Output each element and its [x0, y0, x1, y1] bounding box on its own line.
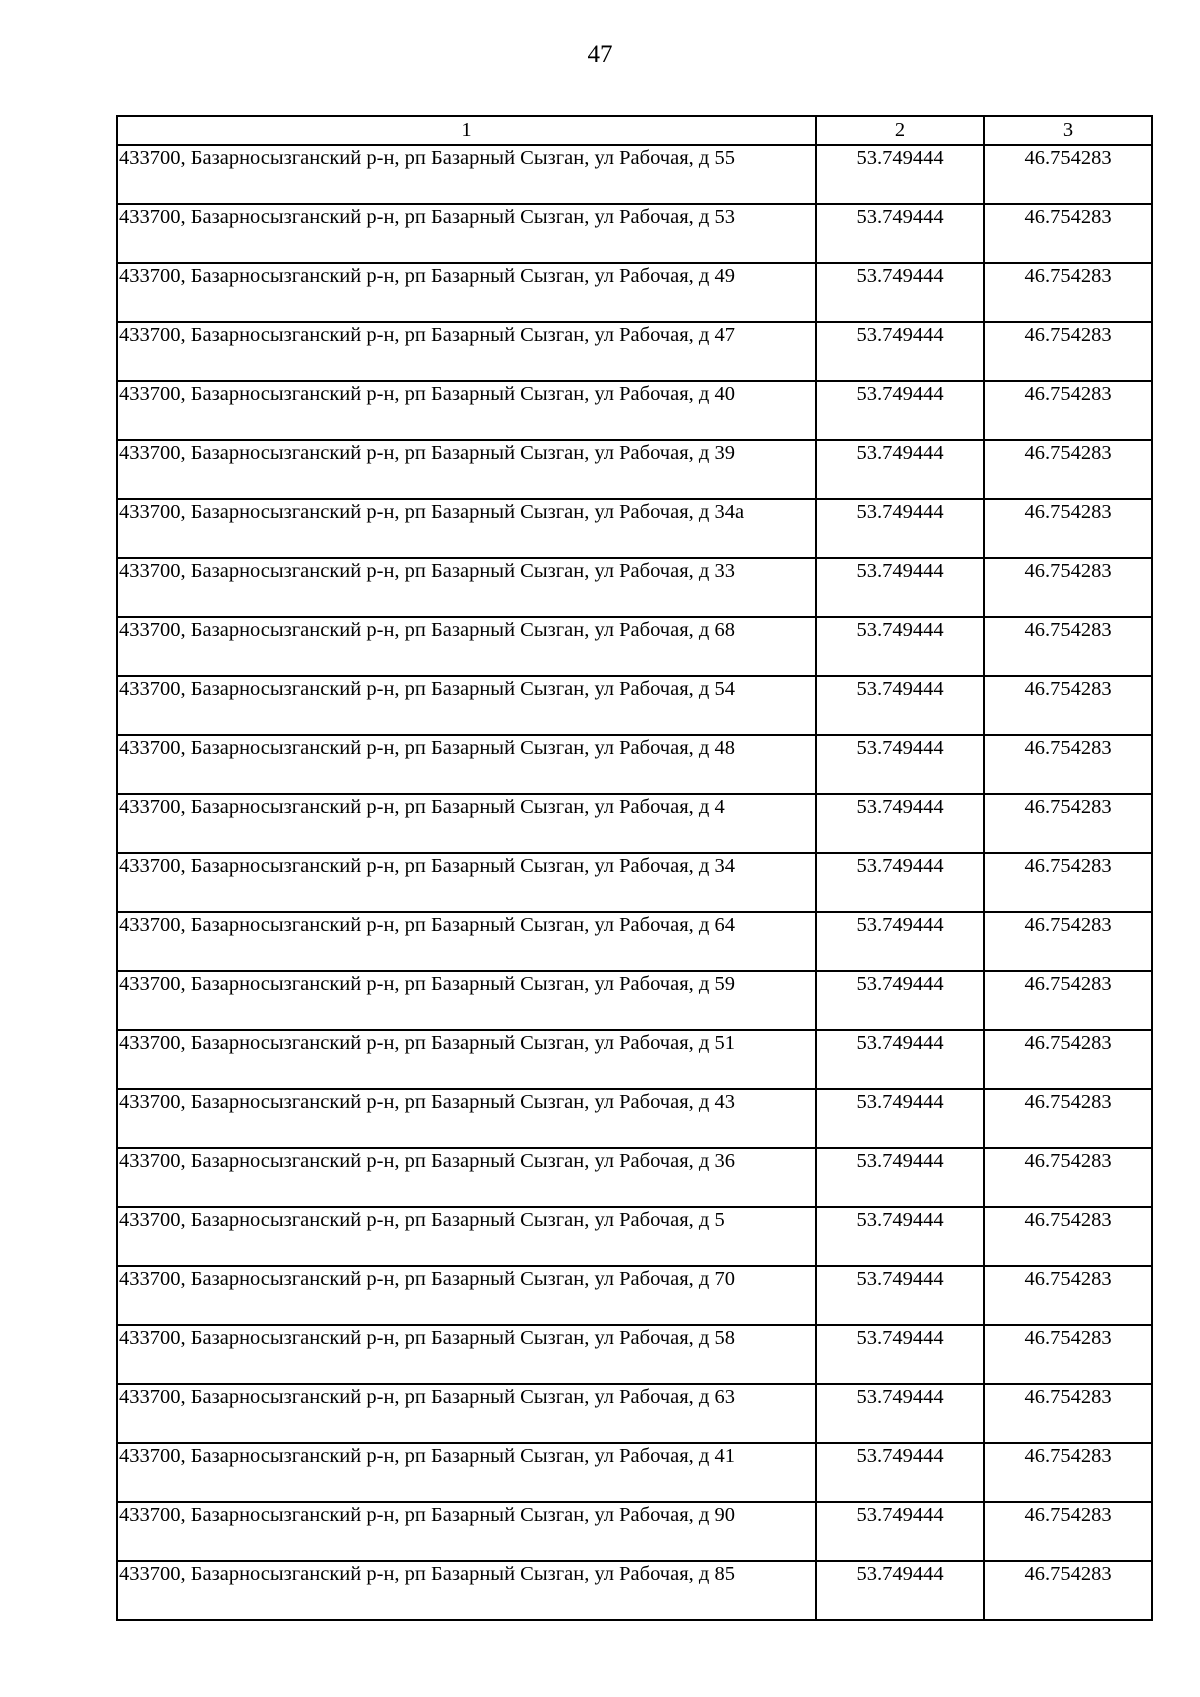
page-number: 47 [587, 41, 613, 68]
table-row [117, 1207, 1152, 1266]
table-body [117, 145, 1152, 1620]
longitude-cell: 46.754283 [984, 1089, 1152, 1148]
latitude-cell: 53.749444 [816, 1443, 984, 1502]
latitude-cell: 53.749444 [816, 145, 984, 204]
latitude-cell: 53.749444 [816, 1030, 984, 1089]
longitude-cell: 46.754283 [984, 1207, 1152, 1266]
address-cell: 433700, Базарносызганский р-н, рп Базарный Сызган, ул Рабочая, д 33 [117, 558, 816, 617]
table-row [117, 145, 1152, 204]
latitude-cell: 53.749444 [816, 676, 984, 735]
table-row [117, 499, 1152, 558]
address-cell: 433700, Базарносызганский р-н, рп Базарный Сызган, ул Рабочая, д 58 [117, 1325, 816, 1384]
address-cell: 433700, Базарносызганский р-н, рп Базарный Сызган, ул Рабочая, д 63 [117, 1384, 816, 1443]
header-col-2: 2 [816, 116, 984, 145]
address-cell: 433700, Базарносызганский р-н, рп Базарный Сызган, ул Рабочая, д 5 [117, 1207, 816, 1266]
latitude-cell: 53.749444 [816, 204, 984, 263]
address-cell: 433700, Базарносызганский р-н, рп Базарный Сызган, ул Рабочая, д 48 [117, 735, 816, 794]
address-cell: 433700, Базарносызганский р-н, рп Базарный Сызган, ул Рабочая, д 68 [117, 617, 816, 676]
address-cell: 433700, Базарносызганский р-н, рп Базарный Сызган, ул Рабочая, д 54 [117, 676, 816, 735]
address-cell: 433700, Базарносызганский р-н, рп Базарный Сызган, ул Рабочая, д 51 [117, 1030, 816, 1089]
longitude-cell: 46.754283 [984, 381, 1152, 440]
longitude-cell: 46.754283 [984, 558, 1152, 617]
table-row [117, 1148, 1152, 1207]
table-row [117, 381, 1152, 440]
address-cell: 433700, Базарносызганский р-н, рп Базарный Сызган, ул Рабочая, д 43 [117, 1089, 816, 1148]
longitude-cell: 46.754283 [984, 322, 1152, 381]
longitude-cell: 46.754283 [984, 794, 1152, 853]
table-row [117, 322, 1152, 381]
latitude-cell: 53.749444 [816, 617, 984, 676]
longitude-cell: 46.754283 [984, 1384, 1152, 1443]
header-col-3: 3 [984, 116, 1152, 145]
longitude-cell: 46.754283 [984, 1030, 1152, 1089]
latitude-cell: 53.749444 [816, 440, 984, 499]
table-row [117, 263, 1152, 322]
address-cell: 433700, Базарносызганский р-н, рп Базарный Сызган, ул Рабочая, д 55 [117, 145, 816, 204]
address-cell: 433700, Базарносызганский р-н, рп Базарный Сызган, ул Рабочая, д 59 [117, 971, 816, 1030]
longitude-cell: 46.754283 [984, 1443, 1152, 1502]
latitude-cell: 53.749444 [816, 853, 984, 912]
header-col-1: 1 [117, 116, 816, 145]
address-cell: 433700, Базарносызганский р-н, рп Базарный Сызган, ул Рабочая, д 4 [117, 794, 816, 853]
table-row [117, 1266, 1152, 1325]
address-cell: 433700, Базарносызганский р-н, рп Базарный Сызган, ул Рабочая, д 40 [117, 381, 816, 440]
latitude-cell: 53.749444 [816, 1089, 984, 1148]
table-row [117, 204, 1152, 263]
table-row [117, 912, 1152, 971]
address-cell: 433700, Базарносызганский р-н, рп Базарный Сызган, ул Рабочая, д 39 [117, 440, 816, 499]
address-cell: 433700, Базарносызганский р-н, рп Базарный Сызган, ул Рабочая, д 64 [117, 912, 816, 971]
longitude-cell: 46.754283 [984, 1561, 1152, 1620]
table-row [117, 853, 1152, 912]
address-cell: 433700, Базарносызганский р-н, рп Базарный Сызган, ул Рабочая, д 49 [117, 263, 816, 322]
longitude-cell: 46.754283 [984, 1502, 1152, 1561]
table-row [117, 1502, 1152, 1561]
address-cell: 433700, Базарносызганский р-н, рп Базарный Сызган, ул Рабочая, д 34 [117, 853, 816, 912]
latitude-cell: 53.749444 [816, 794, 984, 853]
latitude-cell: 53.749444 [816, 381, 984, 440]
latitude-cell: 53.749444 [816, 1384, 984, 1443]
header-row [117, 116, 1152, 145]
address-cell: 433700, Базарносызганский р-н, рп Базарный Сызган, ул Рабочая, д 85 [117, 1561, 816, 1620]
address-cell: 433700, Базарносызганский р-н, рп Базарный Сызган, ул Рабочая, д 36 [117, 1148, 816, 1207]
latitude-cell: 53.749444 [816, 1148, 984, 1207]
address-cell: 433700, Базарносызганский р-н, рп Базарный Сызган, ул Рабочая, д 53 [117, 204, 816, 263]
longitude-cell: 46.754283 [984, 853, 1152, 912]
longitude-cell: 46.754283 [984, 1325, 1152, 1384]
table-row [117, 1443, 1152, 1502]
address-cell: 433700, Базарносызганский р-н, рп Базарный Сызган, ул Рабочая, д 47 [117, 322, 816, 381]
table-row [117, 1089, 1152, 1148]
latitude-cell: 53.749444 [816, 322, 984, 381]
latitude-cell: 53.749444 [816, 1325, 984, 1384]
longitude-cell: 46.754283 [984, 145, 1152, 204]
latitude-cell: 53.749444 [816, 499, 984, 558]
latitude-cell: 53.749444 [816, 912, 984, 971]
latitude-cell: 53.749444 [816, 971, 984, 1030]
longitude-cell: 46.754283 [984, 1266, 1152, 1325]
table-row [117, 676, 1152, 735]
latitude-cell: 53.749444 [816, 1207, 984, 1266]
longitude-cell: 46.754283 [984, 735, 1152, 794]
longitude-cell: 46.754283 [984, 676, 1152, 735]
address-table [116, 115, 1153, 1621]
table-row [117, 1384, 1152, 1443]
longitude-cell: 46.754283 [984, 440, 1152, 499]
latitude-cell: 53.749444 [816, 735, 984, 794]
latitude-cell: 53.749444 [816, 263, 984, 322]
latitude-cell: 53.749444 [816, 1502, 984, 1561]
table-row [117, 794, 1152, 853]
longitude-cell: 46.754283 [984, 263, 1152, 322]
table-row [117, 1325, 1152, 1384]
latitude-cell: 53.749444 [816, 1266, 984, 1325]
longitude-cell: 46.754283 [984, 204, 1152, 263]
address-cell: 433700, Базарносызганский р-н, рп Базарный Сызган, ул Рабочая, д 90 [117, 1502, 816, 1561]
latitude-cell: 53.749444 [816, 558, 984, 617]
longitude-cell: 46.754283 [984, 912, 1152, 971]
longitude-cell: 46.754283 [984, 1148, 1152, 1207]
table-row [117, 1561, 1152, 1620]
table-row [117, 735, 1152, 794]
address-cell: 433700, Базарносызганский р-н, рп Базарный Сызган, ул Рабочая, д 70 [117, 1266, 816, 1325]
table-row [117, 971, 1152, 1030]
table-header [117, 116, 1152, 145]
longitude-cell: 46.754283 [984, 617, 1152, 676]
address-cell: 433700, Базарносызганский р-н, рп Базарный Сызган, ул Рабочая, д 41 [117, 1443, 816, 1502]
table-row [117, 558, 1152, 617]
longitude-cell: 46.754283 [984, 499, 1152, 558]
table-row [117, 1030, 1152, 1089]
table-row [117, 617, 1152, 676]
longitude-cell: 46.754283 [984, 971, 1152, 1030]
latitude-cell: 53.749444 [816, 1561, 984, 1620]
table-row [117, 440, 1152, 499]
address-cell: 433700, Базарносызганский р-н, рп Базарный Сызган, ул Рабочая, д 34а [117, 499, 816, 558]
